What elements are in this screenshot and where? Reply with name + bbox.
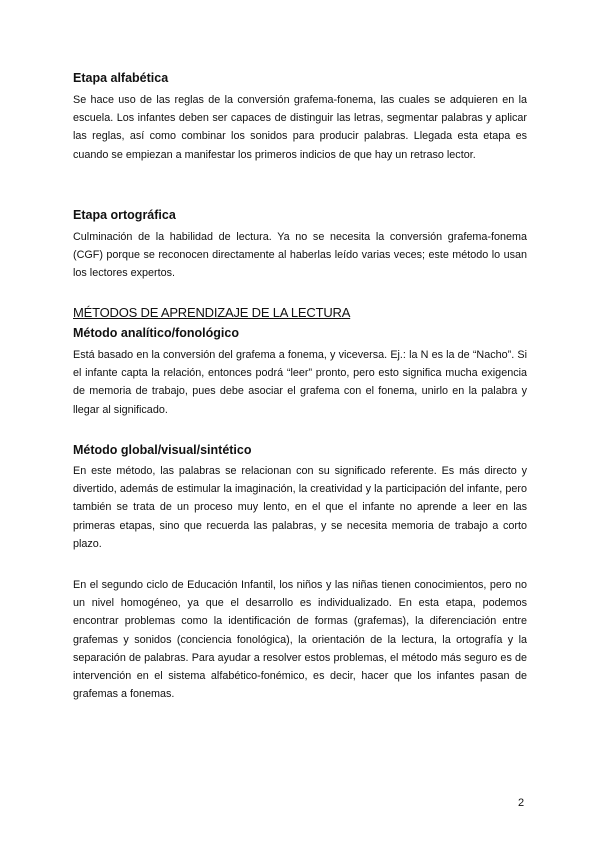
paragraph-segundo-ciclo: En el segundo ciclo de Educación Infantil, los niños y las niñas tienen conocimientos, pero no un nivel homogéneo, ya que el desarrollo es individualizado. En esta etapa, podemos encontrar problemas como la identificación de formas (grafemas), la diferenciación entre grafemas y sonidos (conciencia fonológica), la orientación de la lectura, la ortografía y la separación de palabras. Para ayudar a resolver estos problemas, el método más seguro es de intervención en el sistema alfabético-fonémico, es decir, hacer que los infantes pasan de grafemas a fonemas.: [73, 579, 527, 701]
page-number: 2: [518, 797, 525, 809]
paragraph-etapa-alfabetica: Se hace uso de las reglas de la conversión grafema-fonema, las cuales se adquieren en la escuela. Los infantes deben ser capaces de distinguir las letras, segmentar palabras y aplicar las reglas, así como combinar los sonidos para producir palabras. Llegada esta etapa es cuando se empiezan a manifestar los primeros indicios de que hay un retraso lector.: [73, 94, 527, 161]
paragraph-metodo-global: En este método, las palabras se relacionan con su significado referente. Es más directo y divertido, además de estimular la imaginación, la creatividad y la participación del infante, pero también se trata de un proceso muy lento, en el que el infante no aprende a leer en las primeras etapas, sino que recuerda las palabras, y se necesita memoria de trabajo a corto plazo.: [73, 465, 527, 550]
heading-etapa-ortografica: Etapa ortográfica: [73, 208, 176, 222]
section-title: MÉTODOS DE APRENDIZAJE DE LA LECTURA: [73, 305, 351, 320]
heading-metodo-analitico: Método analítico/fonológico: [73, 326, 239, 340]
heading-metodo-global: Método global/visual/sintético: [73, 443, 252, 457]
paragraph-etapa-ortografica: Culminación de la habilidad de lectura. Ya no se necesita la conversión grafema-fonema (CGF) porque se reconocen directamente al haberlas leído varias veces; este método lo usan los lectores expertos.: [73, 231, 527, 280]
paragraph-metodo-analitico: Está basado en la conversión del grafema a fonema, y viceversa. Ej.: la N es la de “Nacho”. Si el infante capta la relación, entonces podrá “leer” pronto, pero esto significa mucha exigencia de memoria de trabajo, pues debe asociar el grafema con el fonema, unirlo en la palabra y llegar al significado.: [73, 349, 527, 416]
heading-etapa-alfabetica: Etapa alfabética: [73, 71, 169, 85]
